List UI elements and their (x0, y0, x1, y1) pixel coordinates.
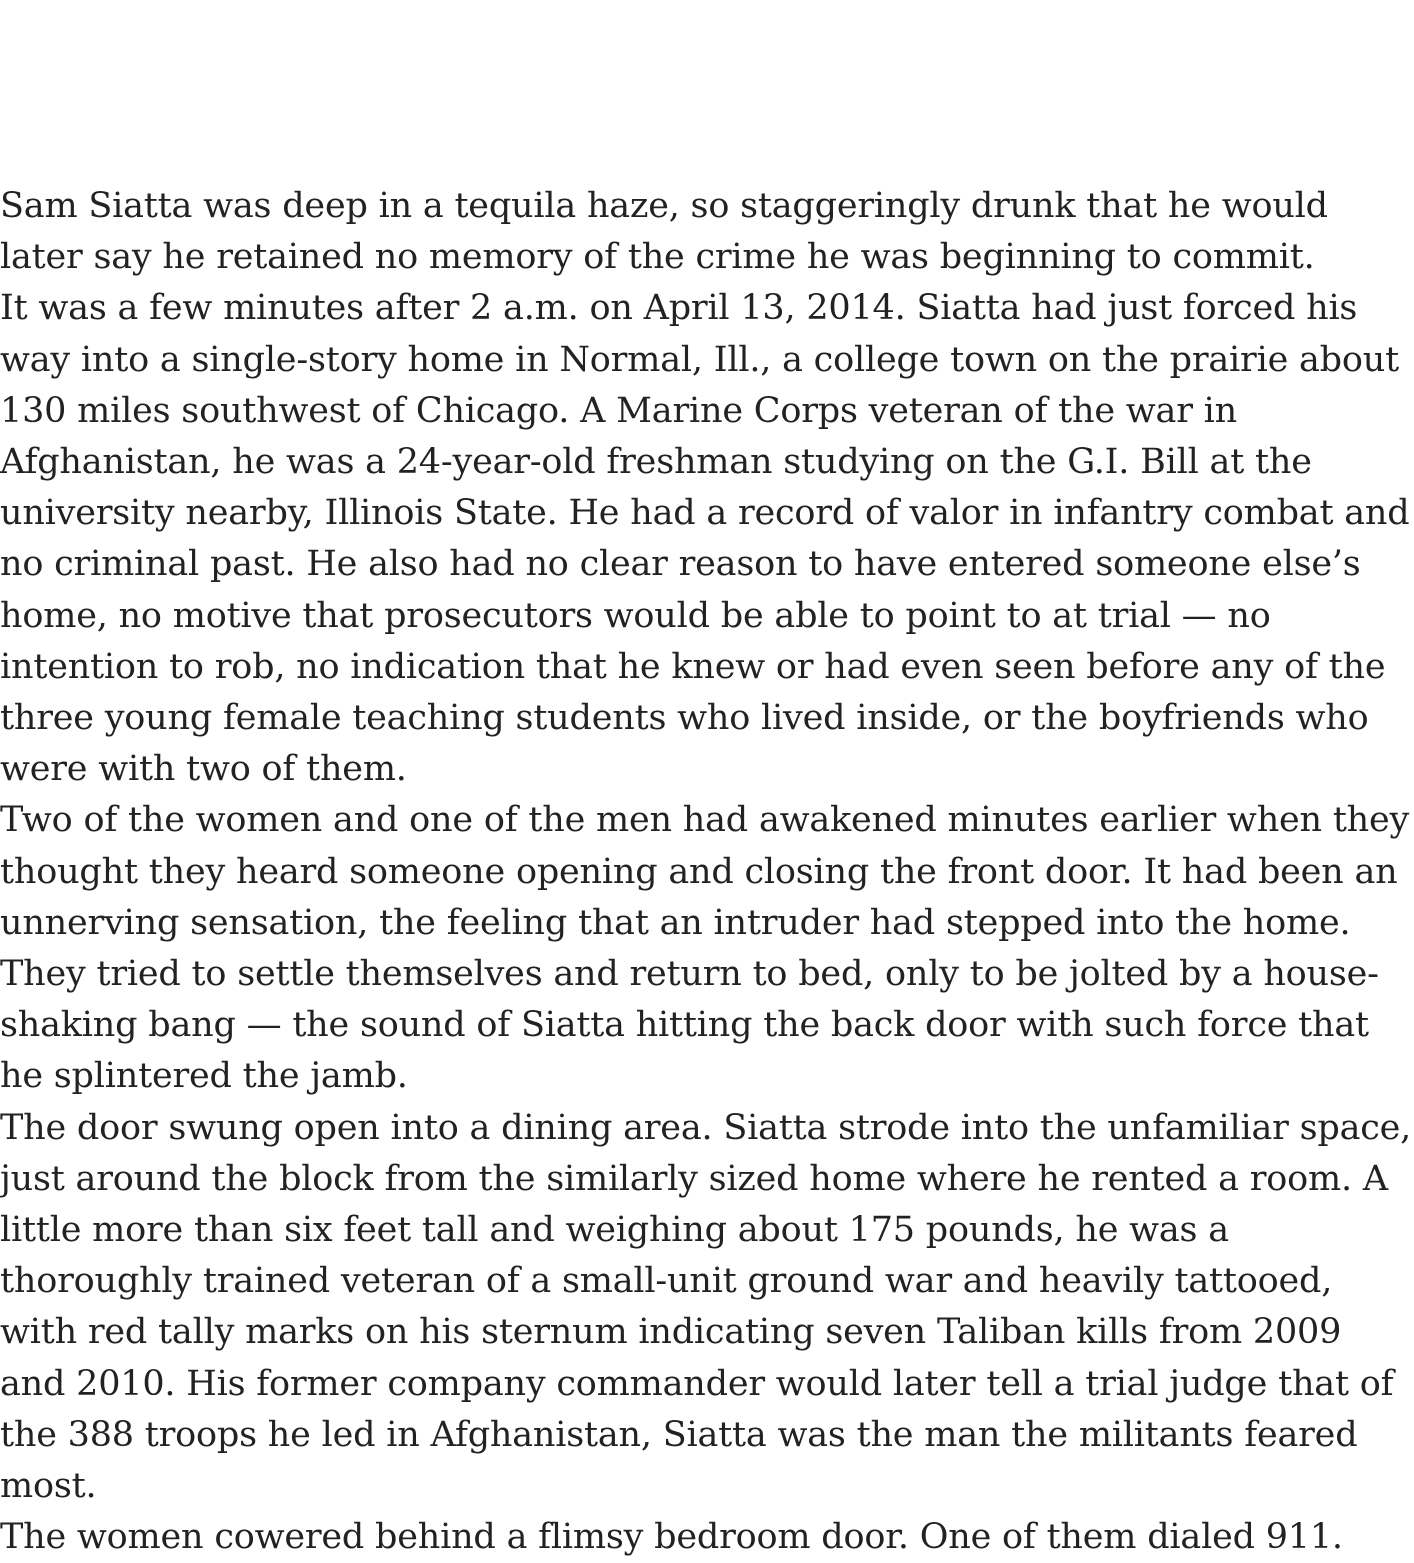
article-paragraph-1: Sam Siatta was deep in a tequila haze, so staggeringly drunk that he would later say he retained no memory of the crime he was beginning to commit. (0, 186, 1328, 278)
article-paragraph-4: The door swung open into a dining area. Siatta strode into the unfamiliar space, just around the block from the similarly sized home where he rented a room. A little more than six feet tall and weighing about 175 pounds, he was a thoroughly trained veteran of a small-unit ground war and heavily tattooed, with red tally marks on his sternum indicating seven Taliban kills from 2009 and 2010. His former company commander would later tell a trial judge that of the 388 troops he led in Afghanistan, Siatta was the man the militants feared most. (0, 1107, 1412, 1507)
article-paragraph-5: The women cowered behind a flimsy bedroom door. One of them dialed 911. (0, 1517, 1343, 1558)
article-paragraph-3: Two of the women and one of the men had awakened minutes earlier when they thought they heard someone opening and closing the front door. It had been an unnerving sensation, the feeling that an intruder had stepped into the home. They tried to settle themselves and return to bed, only to be jolted by a house-shaking bang — the sound of Siatta hitting the back door with such force that he splintered the jamb. (0, 800, 1410, 1097)
article-body (0, 181, 1414, 1563)
article-paragraph-2: It was a few minutes after 2 a.m. on April 13, 2014. Siatta had just forced his way into a single-story home in Normal, Ill., a college town on the prairie about 130 miles southwest of Chicago. A Marine Corps veteran of the war in Afghanistan, he was a 24-year-old freshman studying on the G.I. Bill at the university nearby, Illinois State. He had a record of valor in infantry combat and no criminal past. He also had no clear reason to have entered someone else’s home, no motive that prosecutors would be able to point to at trial — no intention to rob, no indication that he knew or had even seen before any of the three young female teaching students who lived inside, or the boyfriends who were with two of them. (0, 288, 1410, 790)
